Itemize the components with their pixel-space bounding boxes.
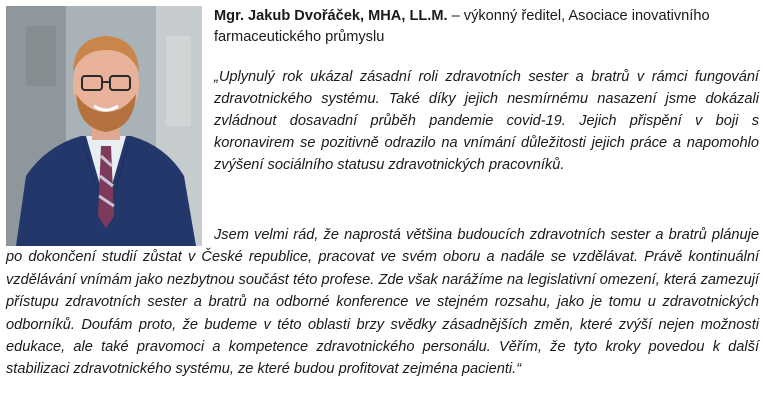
quote-paragraph-1: „Uplynulý rok ukázal zásadní roli zdravotních sester a bratrů v rámci fungování zdravotnického systému. Také díky jejich nesmírnému nasazení jsme dokázali zvládnout dosavadní průběh pandemie covid-19. Jejich přispění v boji s koronavirem se pozitivně odrazilo na vnímání důležitosti jejich práce a napomohlo zvýšení sociálního statusu zdravotnických pracovníků. <box>214 69 759 173</box>
quote-paragraph-2: Jsem velmi rád, že naprostá většina budoucích zdravotních sester a bratrů plánuje po dokončení studií zůstat v České republice, pracovat ve svém oboru a nadále se vzdělávat. Právě kontinuální vzdělávání vnímám jako nezbytnou součást této profese. Zde však narážíme na legislativní omezení, která zamezují přístupu zdravotních sester a bratrů na odborné konference ve stejném rozsahu, jako je tomu u zdravotnických odborníků. Doufám proto, že budeme v této oblasti brzy svědky zásadnějších změn, které zvýší nejen možnosti edukace, ale také pravomoci a kompetence zdravotnického personálu. Věřím, že tyto kroky povedou k další stabilizaci zdravotnického systému, ze které budou profitovat zejména pacienti.“ <box>6 227 759 378</box>
speaker-role: – výkonný ředitel, Asociace inovativního farmaceutického průmyslu <box>214 8 710 45</box>
portrait-illustration <box>6 6 202 246</box>
speaker-name: Mgr. Jakub Dvořáček, MHA, LL.M. <box>214 8 448 24</box>
portrait-photo <box>6 6 202 246</box>
speaker-heading <box>214 6 759 48</box>
